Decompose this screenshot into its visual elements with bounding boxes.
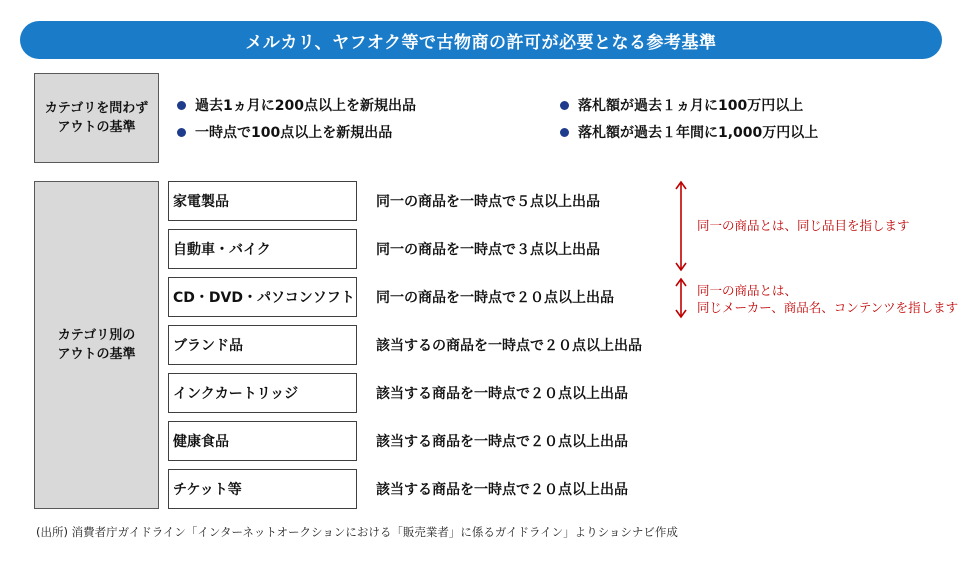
general-criterion	[177, 95, 416, 115]
double-arrow-icon	[674, 180, 688, 272]
category-rule	[376, 373, 628, 413]
criterion-text: 一時点で100点以上を新規出品	[195, 125, 393, 141]
category-rule	[376, 325, 642, 365]
bullet-icon	[177, 128, 186, 137]
category-name	[168, 277, 357, 317]
category-name-text: チケット等	[173, 482, 242, 498]
general-criteria-label	[34, 73, 159, 163]
title-banner	[20, 21, 942, 59]
category-name	[168, 469, 357, 509]
category-name	[168, 181, 357, 221]
double-arrow-icon	[674, 277, 688, 319]
category-rule-text: 該当する商品を一時点で２０点以上出品	[376, 386, 628, 402]
note-same-item	[697, 217, 910, 234]
bullet-icon	[560, 101, 569, 110]
general-criterion	[560, 122, 818, 142]
category-rule-text: 該当する商品を一時点で２０点以上出品	[376, 434, 628, 450]
note-text: 同じメーカー、商品名、コンテンツを指します	[697, 300, 959, 315]
category-name	[168, 373, 357, 413]
category-name-text: 健康食品	[173, 434, 229, 450]
category-rule	[376, 277, 614, 317]
category-name	[168, 229, 357, 269]
category-name-text: 自動車・バイク	[173, 242, 271, 258]
criterion-text: 過去1ヵ月に200点以上を新規出品	[195, 98, 416, 114]
general-criterion	[177, 122, 392, 142]
note-same-product	[697, 282, 958, 316]
category-name-text: インクカートリッジ	[173, 386, 299, 402]
general-label-line2: アウトの基準	[57, 120, 136, 135]
category-name	[168, 421, 357, 461]
category-rule	[376, 469, 628, 509]
category-rule-text: 該当する商品を一時点で２０点以上出品	[376, 482, 628, 498]
bullet-icon	[177, 101, 186, 110]
note-text: 同一の商品とは、	[697, 283, 798, 298]
category-name-text: ブランド品	[173, 338, 243, 354]
general-label-line1: カテゴリを問わず	[44, 101, 149, 116]
general-criterion	[560, 95, 803, 115]
category-rule	[376, 181, 600, 221]
category-rule-text: 同一の商品を一時点で３点以上出品	[376, 242, 600, 258]
category-label-line2: アウトの基準	[57, 347, 136, 362]
category-label-line1: カテゴリ別の	[57, 328, 136, 343]
category-rule-text: 同一の商品を一時点で２０点以上出品	[376, 290, 614, 306]
category-criteria-label	[34, 181, 159, 509]
category-name-text: CD・DVD・パソコンソフト	[173, 290, 355, 306]
category-rule	[376, 229, 600, 269]
bullet-icon	[560, 128, 569, 137]
category-rule-text: 該当するの商品を一時点で２０点以上出品	[376, 338, 642, 354]
category-name	[168, 325, 357, 365]
criterion-text: 落札額が過去１ヵ月に100万円以上	[578, 98, 804, 114]
source-note: (出所) 消費者庁ガイドライン「インターネットオークションにおける「販売業者」に係るガイドライン」よりショシナビ作成	[36, 525, 678, 539]
category-rule	[376, 421, 628, 461]
category-rule-text: 同一の商品を一時点で５点以上出品	[376, 194, 600, 210]
category-name-text: 家電製品	[173, 194, 229, 210]
note-text: 同一の商品とは、同じ品目を指します	[697, 218, 910, 233]
page-title: メルカリ、ヤフオク等で古物商の許可が必要となる参考基準	[245, 32, 717, 53]
criterion-text: 落札額が過去１年間に1,000万円以上	[578, 125, 819, 141]
